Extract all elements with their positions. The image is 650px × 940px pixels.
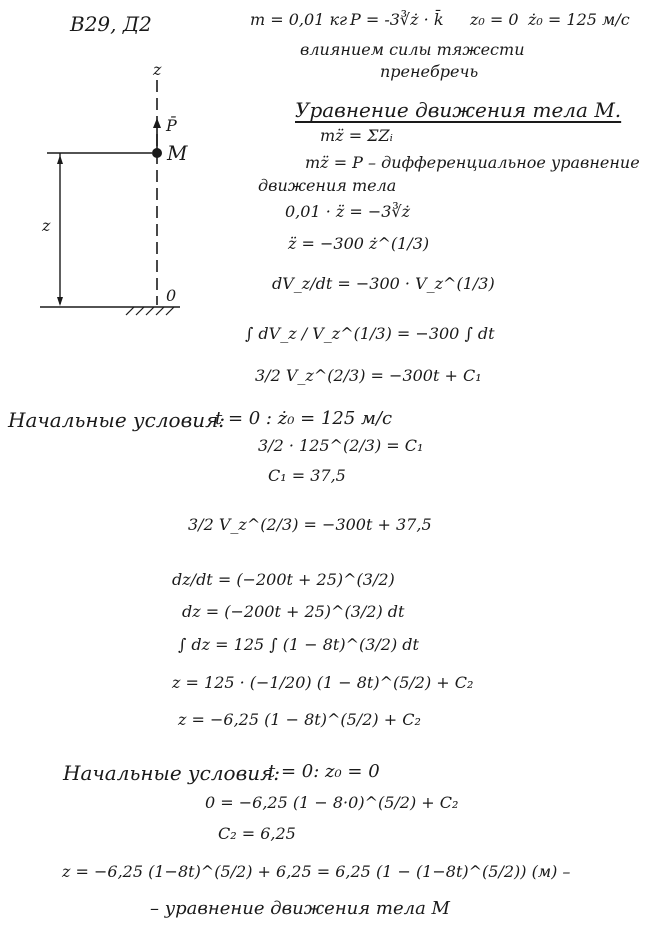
variant-label: В29, Д2 xyxy=(70,12,152,36)
newton-general: mz̈ = ΣZᵢ xyxy=(320,126,393,145)
equation-5: 3/2 V_z^(2/3) = −300t + C₁ xyxy=(255,366,482,385)
constant-c1: C₁ = 37,5 xyxy=(268,466,346,485)
gravity-note-line1: влиянием силы тяжести xyxy=(300,40,525,59)
force-arrow-head xyxy=(153,118,161,128)
equation-10: z = 125 · (−1/20) (1 − 8t)^(5/2) + C₂ xyxy=(172,673,474,692)
equation-8: dz = (−200t + 25)^(3/2) dt xyxy=(182,602,405,621)
newton-specific-line2: движения тела xyxy=(258,176,397,195)
body-m-label: M xyxy=(167,141,188,165)
force-p-label: P̄ xyxy=(166,116,177,135)
constant-equation-2: 0 = −6,25 (1 − 8·0)^(5/2) + C₂ xyxy=(205,793,459,812)
initial-velocity: ż₀ = 125 м/с xyxy=(528,10,630,29)
force-formula: P = -3∛ż · k̄ xyxy=(350,10,444,29)
equation-11: z = −6,25 (1 − 8t)^(5/2) + C₂ xyxy=(178,710,421,729)
equation-9: ∫ dz = 125 ∫ (1 − 8t)^(3/2) dt xyxy=(178,635,419,654)
constant-equation-1: 3/2 · 125^(2/3) = C₁ xyxy=(258,436,424,455)
section-title: Уравнение движения тела M. xyxy=(295,98,622,122)
equation-6: 3/2 V_z^(2/3) = −300t + 37,5 xyxy=(188,515,432,534)
final-equation: z = −6,25 (1−8t)^(5/2) + 6,25 = 6,25 (1 − (1−8t)^(5/2)) (м) – xyxy=(62,862,571,881)
mass-value: m = 0,01 кг xyxy=(250,10,348,29)
origin-label: 0 xyxy=(166,286,177,305)
dimension-arrow-bottom xyxy=(57,297,63,306)
equation-7: dz/dt = (−200t + 25)^(3/2) xyxy=(172,570,395,589)
final-caption: – уравнение движения тела M xyxy=(150,898,450,919)
initial-conditions-2: t = 0: z₀ = 0 xyxy=(268,761,380,782)
initial-conditions-label-2: Начальные условия: xyxy=(63,761,281,785)
initial-conditions-label-1: Начальные условия: xyxy=(8,408,226,432)
gravity-note-line2: пренебречь xyxy=(380,62,479,81)
axis-z-label: z xyxy=(153,60,162,79)
body-point xyxy=(152,148,162,158)
constant-c2: C₂ = 6,25 xyxy=(218,824,296,843)
dimension-arrow-top xyxy=(57,155,63,164)
ground-hatching xyxy=(126,307,174,315)
equation-3: dV_z/dt = −300 · V_z^(1/3) xyxy=(272,274,495,293)
newton-specific-line1: mz̈ = P – дифференциальное уравнение xyxy=(305,153,640,172)
equation-4: ∫ dV_z / V_z^(1/3) = −300 ∫ dt xyxy=(245,324,495,343)
initial-conditions-1: t = 0 : ż₀ = 125 м/с xyxy=(215,408,393,429)
equation-1: 0,01 · z̈ = −3∛ż xyxy=(285,202,411,221)
coordinate-z-label: z xyxy=(42,216,51,235)
initial-position: z₀ = 0 xyxy=(470,10,519,29)
equation-2: z̈ = −300 ż^(1/3) xyxy=(288,234,430,253)
